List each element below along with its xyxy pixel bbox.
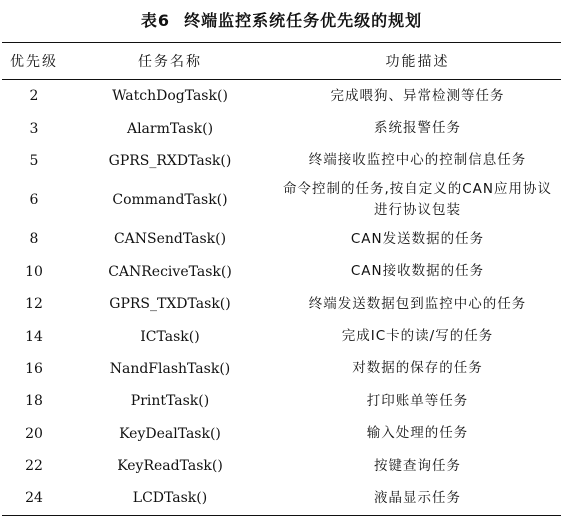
description-cell: 命令控制的任务,按自定义的CAN应用协议进行协议包装 bbox=[282, 181, 553, 219]
table-row bbox=[2, 418, 561, 450]
table-row bbox=[2, 385, 561, 417]
priority-cell: 5 bbox=[29, 152, 39, 169]
task-priority-table bbox=[2, 42, 561, 516]
task-name-cell: WatchDogTask() bbox=[112, 88, 228, 105]
table-row bbox=[2, 288, 561, 320]
description-cell: 系统报警任务 bbox=[374, 120, 461, 137]
task-name-cell: KeyReadTask() bbox=[117, 458, 223, 475]
task-name-cell: ICTask() bbox=[140, 328, 200, 345]
priority-cell: 10 bbox=[25, 263, 43, 280]
priority-cell: 20 bbox=[25, 425, 43, 442]
priority-cell: 8 bbox=[29, 231, 39, 248]
task-name-cell: GPRS_TXDTask() bbox=[109, 296, 231, 313]
header-priority: 优先级 bbox=[2, 43, 66, 80]
task-name-cell: CANSendTask() bbox=[113, 231, 227, 248]
description-cell: 对数据的保存的任务 bbox=[352, 360, 483, 377]
priority-cell: 22 bbox=[25, 458, 43, 475]
description-cell: 终端接收监控中心的控制信息任务 bbox=[308, 152, 527, 169]
priority-cell: 2 bbox=[29, 88, 39, 105]
priority-cell: 3 bbox=[29, 120, 39, 137]
table-row bbox=[2, 223, 561, 255]
header-description: 功能描述 bbox=[274, 43, 561, 80]
task-name-cell: GPRS_RXDTask() bbox=[108, 152, 232, 169]
table-row bbox=[2, 320, 561, 352]
table-body bbox=[2, 80, 561, 516]
description-cell: 完成IC卡的读/写的任务 bbox=[341, 328, 494, 345]
task-name-cell: AlarmTask() bbox=[126, 120, 214, 137]
table-row bbox=[2, 177, 561, 223]
table-number: 表6 bbox=[140, 11, 171, 30]
task-name-cell: PrintTask() bbox=[130, 393, 210, 410]
description-cell: 液晶显示任务 bbox=[274, 482, 561, 515]
task-name-cell: NandFlashTask() bbox=[109, 360, 231, 377]
table-row bbox=[2, 80, 561, 113]
header-row bbox=[2, 43, 561, 80]
priority-cell: 16 bbox=[25, 360, 43, 377]
task-name-cell: KeyDealTask() bbox=[119, 425, 221, 442]
description-cell: CAN接收数据的任务 bbox=[350, 263, 485, 280]
description-cell: 输入处理的任务 bbox=[366, 425, 469, 442]
priority-cell: 6 bbox=[29, 192, 39, 209]
task-name-cell: CANReciveTask() bbox=[108, 263, 232, 280]
table-caption bbox=[0, 8, 563, 31]
priority-cell: 24 bbox=[2, 482, 66, 515]
table-header bbox=[2, 43, 561, 80]
header-task-name: 任务名称 bbox=[66, 43, 274, 80]
description-cell: 打印账单等任务 bbox=[366, 392, 469, 409]
table-row bbox=[2, 145, 561, 177]
priority-cell: 14 bbox=[25, 328, 43, 345]
task-name-cell: CommandTask() bbox=[112, 192, 228, 209]
table-row bbox=[2, 353, 561, 385]
table-row bbox=[2, 256, 561, 288]
priority-cell: 18 bbox=[25, 393, 43, 410]
priority-cell: 12 bbox=[25, 296, 43, 313]
table-row bbox=[2, 450, 561, 482]
table-row bbox=[2, 112, 561, 144]
table-title: 终端监控系统任务优先级的规划 bbox=[184, 11, 423, 30]
description-cell: 终端发送数据包到监控中心的任务 bbox=[308, 295, 527, 312]
description-cell: 按键查询任务 bbox=[374, 457, 461, 474]
table-row bbox=[2, 482, 561, 515]
task-name-cell: LCDTask() bbox=[66, 482, 274, 515]
description-cell: CAN发送数据的任务 bbox=[350, 230, 485, 247]
description-cell: 完成喂狗、异常检测等任务 bbox=[330, 87, 505, 104]
